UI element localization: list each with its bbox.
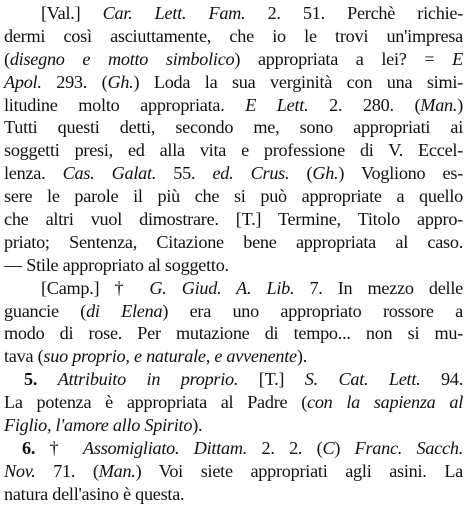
text-segment: guancie (	[4, 300, 87, 321]
italic-text: Gh.	[107, 71, 134, 92]
text-segment: †	[49, 437, 83, 458]
text-segment: natura dell'asino è questa.	[4, 483, 185, 504]
text-line	[4, 208, 463, 231]
text-segment: 55.	[156, 163, 213, 184]
italic-text: Gh.	[312, 163, 339, 184]
text-segment: dermi così asciuttamente, che io le trovi un'impresa	[4, 25, 463, 46]
italic-text: Man.	[420, 94, 458, 115]
text-segment: )	[457, 94, 463, 115]
text-line	[4, 254, 463, 277]
sense-number: 5.	[24, 369, 58, 390]
text-line	[4, 2, 463, 25]
text-line	[4, 116, 463, 139]
text-segment: )	[334, 437, 355, 458]
text-segment: — Stile appropriato al soggetto.	[4, 254, 229, 275]
text-segment: [Val.]	[41, 3, 103, 23]
text-line	[4, 94, 463, 117]
text-segment: che altri vuol dimostrare. [T.] Termine, Titolo appro-	[4, 209, 463, 230]
text-segment: tava (	[4, 346, 44, 367]
text-segment: 2. 2. (	[247, 437, 323, 458]
italic-text: Figlio, l'amore allo Spirito	[4, 415, 193, 436]
italic-text: E Lett.	[245, 94, 309, 115]
text-segment: sere le parole il più che si può appropriate a quello	[4, 186, 463, 207]
italic-text: ed. Crus.	[212, 163, 290, 184]
text-line	[4, 368, 463, 391]
text-segment: ) Vogliono es-	[338, 163, 464, 184]
text-segment: 7. In mezzo delle	[294, 277, 463, 298]
italic-text: S. Cat. Lett.	[304, 369, 421, 390]
italic-text: Attribuito in proprio.	[57, 369, 239, 390]
text-segment: 2. 280. (	[308, 94, 421, 115]
italic-text: Car. Lett. Fam.	[102, 3, 246, 23]
text-segment: litudine molto appropriata.	[4, 94, 246, 115]
text-segment: Tutti questi detti, secondo me, sono appropriati ai	[4, 117, 463, 138]
text-segment: ) Loda la sua verginità con una simi-	[133, 71, 463, 92]
text-segment: ) era uno appropriato rossore a	[162, 300, 464, 321]
text-line	[4, 277, 463, 300]
italic-text: C	[322, 437, 335, 458]
text-segment: 94.	[420, 369, 464, 390]
italic-text: di Elena	[86, 300, 163, 321]
text-line	[4, 345, 463, 368]
text-line	[4, 139, 463, 162]
text-line	[4, 185, 463, 208]
text-line	[4, 414, 463, 437]
text-line	[4, 25, 463, 48]
text-segment: 293. (	[41, 71, 108, 92]
italic-text: E	[452, 48, 463, 69]
italic-text: Nov.	[4, 460, 36, 481]
text-line	[4, 300, 463, 323]
text-segment: ) appropriata a lei? =	[234, 48, 453, 69]
text-line	[4, 483, 463, 506]
text-segment: ).	[192, 415, 203, 436]
text-segment: lenza.	[4, 163, 63, 184]
text-line	[4, 437, 463, 460]
italic-text: con la sapienza al	[307, 392, 463, 413]
text-segment: ) Voi siete appropriati agli asini. La	[135, 460, 463, 481]
italic-text: disegno e motto simbolico	[9, 48, 235, 69]
text-line	[4, 460, 463, 483]
italic-text: Cas. Galat.	[62, 163, 157, 184]
text-segment: modo di rose. Per mutazione di tempo... non si mu-	[4, 323, 463, 344]
text-segment: ).	[296, 346, 307, 367]
text-segment: 71. (	[35, 460, 99, 481]
text-line	[4, 162, 463, 185]
italic-text: Franc. Sacch.	[354, 437, 463, 458]
text-segment: (	[289, 163, 313, 184]
text-segment: (	[4, 48, 10, 69]
text-line	[4, 391, 463, 414]
dictionary-page	[4, 2, 463, 506]
italic-text: G. Giud. A. Lib.	[149, 277, 295, 298]
italic-text: Man.	[98, 460, 136, 481]
text-segment: soggetti presi, ed alla vita e professione di V. Eccel-	[4, 140, 463, 161]
text-segment: priato; Sentenza, Citazione bene appropriata al caso.	[4, 231, 463, 252]
text-segment: [Camp.] †	[41, 277, 150, 298]
text-line	[4, 71, 463, 94]
italic-text: Apol.	[4, 71, 42, 92]
text-segment: 2. 51. Perchè richie-	[245, 3, 464, 23]
italic-text: suo proprio, e naturale, e avvenente	[43, 346, 297, 367]
text-segment: [T.]	[238, 369, 305, 390]
sense-number: 6.	[22, 437, 50, 458]
italic-text: Assomigliato. Dittam.	[83, 437, 248, 458]
text-line	[4, 48, 463, 71]
text-line	[4, 322, 463, 345]
text-line	[4, 231, 463, 254]
text-segment: La potenza è appropriata al Padre (	[4, 392, 308, 413]
